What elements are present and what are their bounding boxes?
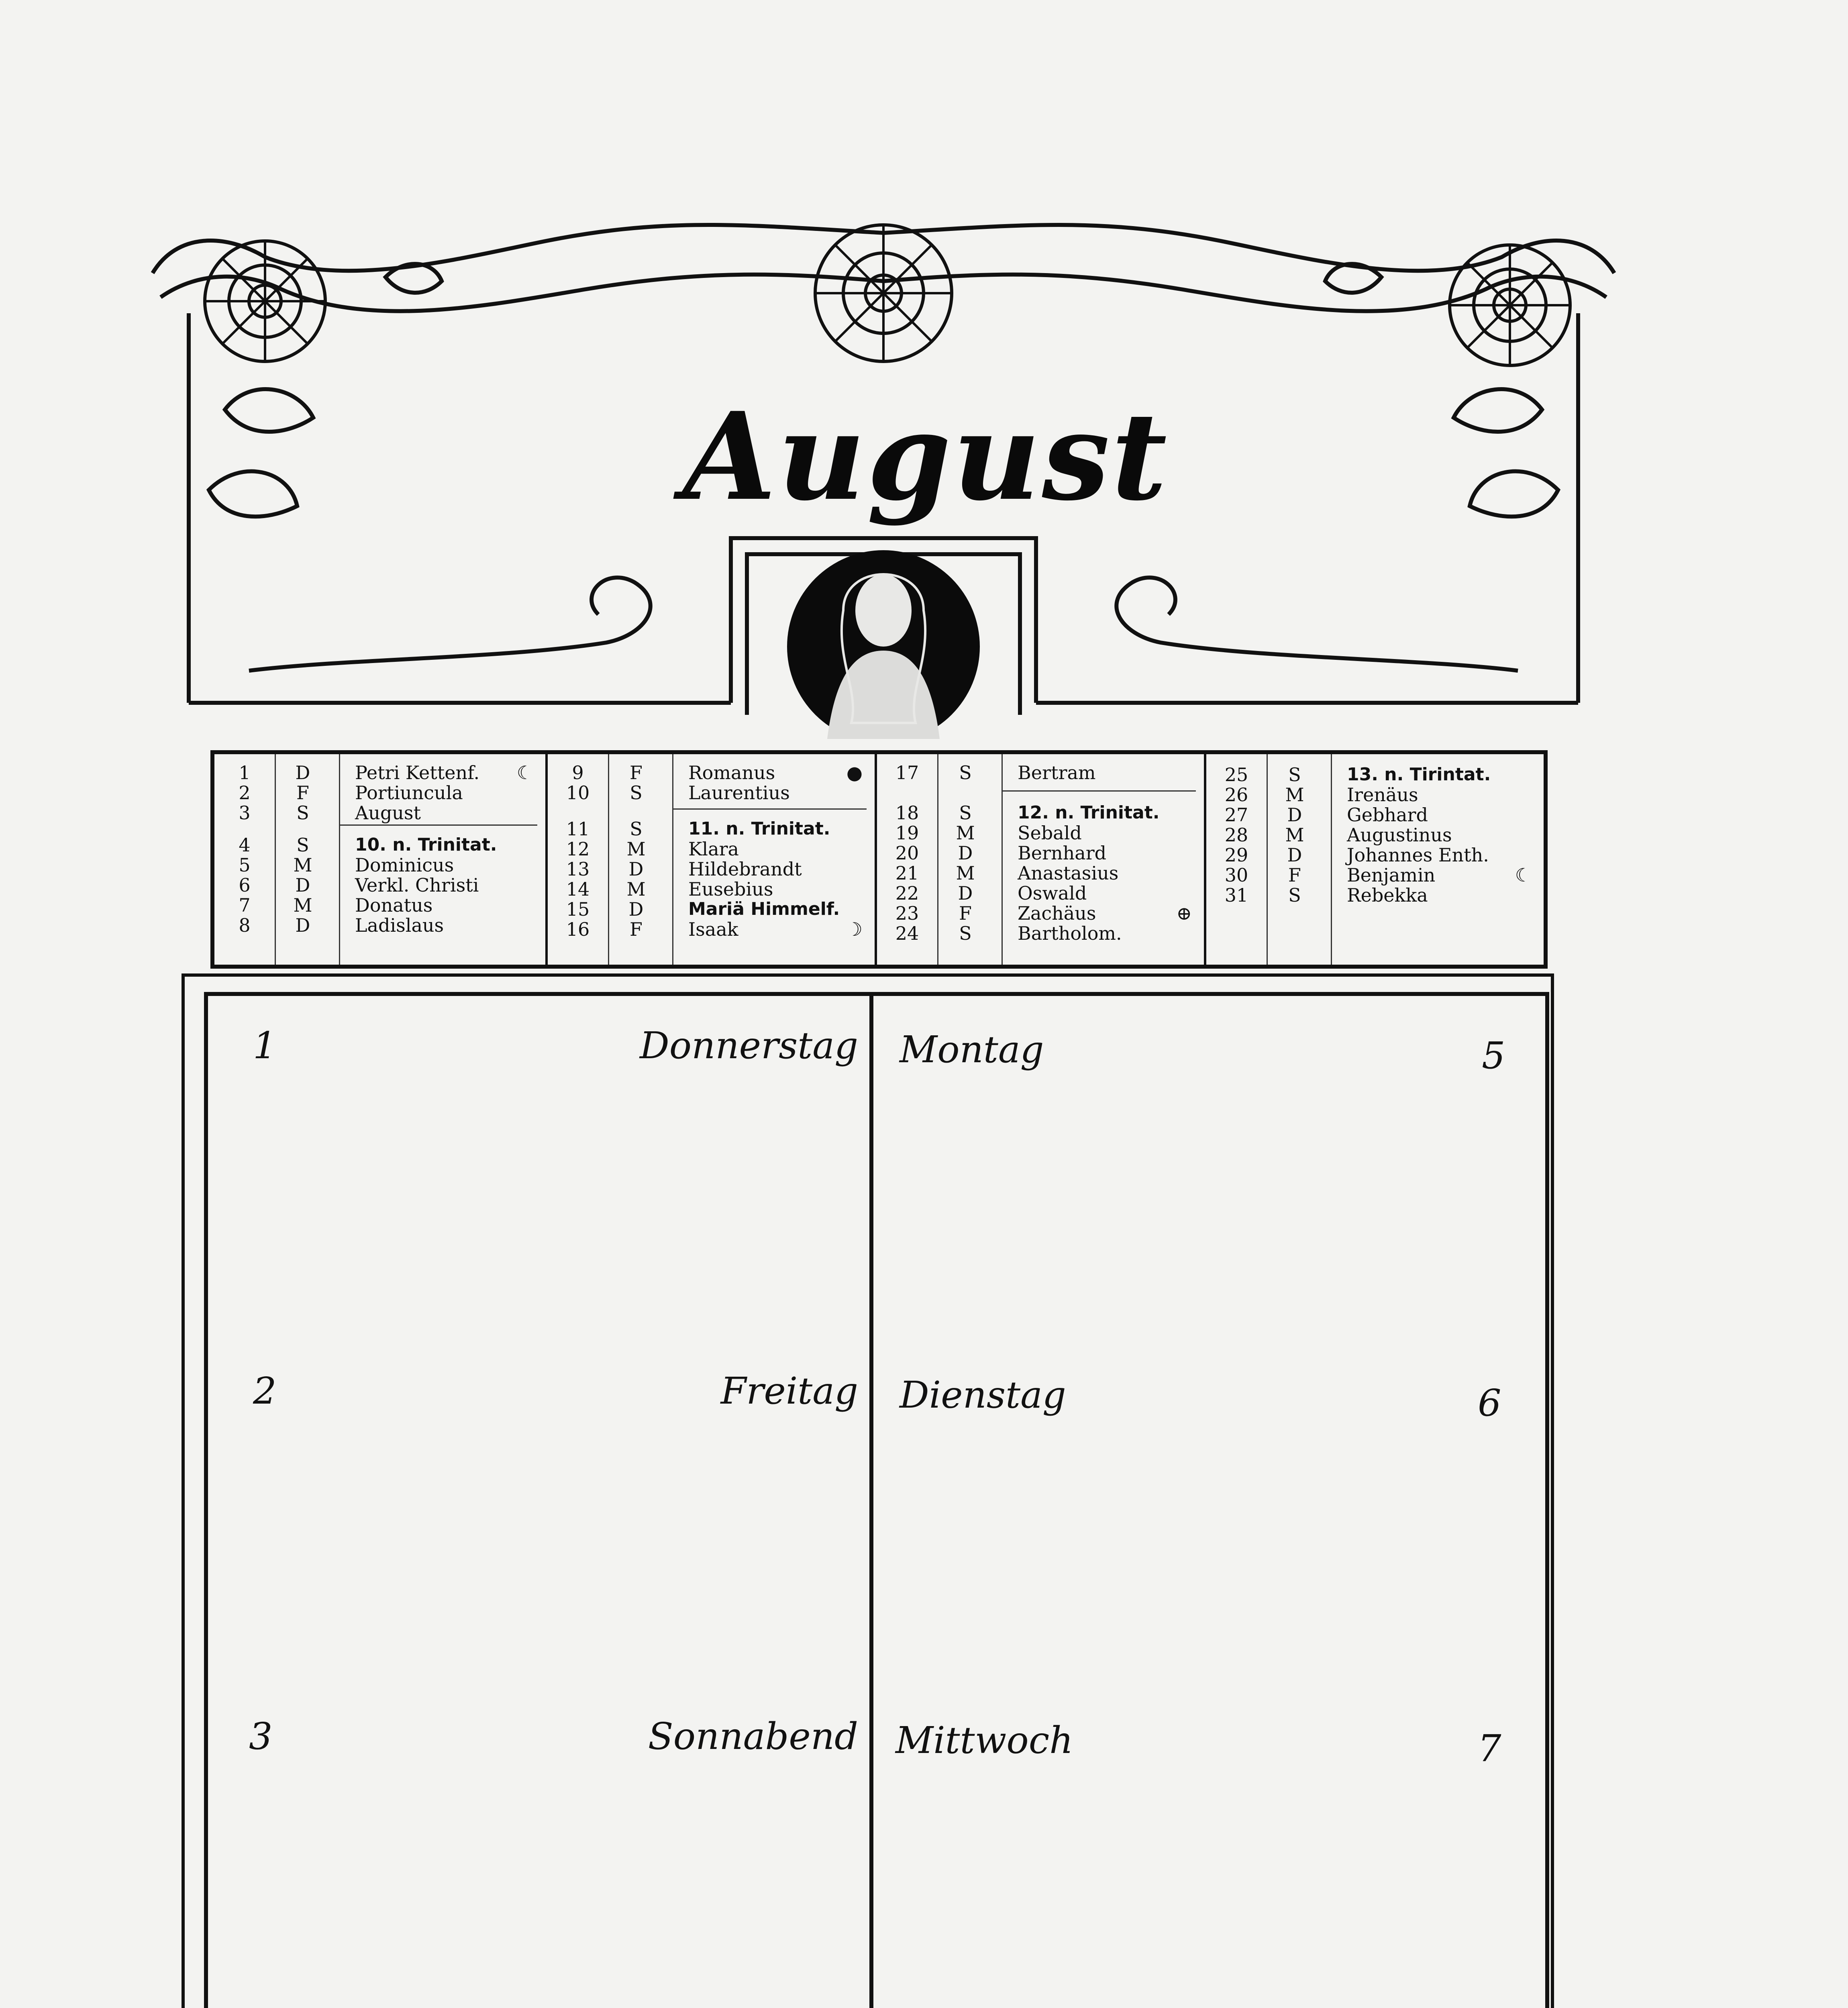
date-number: 5	[239, 854, 251, 876]
name-day-column	[548, 754, 877, 965]
saint-name: Oswald	[1018, 882, 1087, 904]
saint-name: Bernhard	[1018, 842, 1107, 864]
date-number: 8	[239, 914, 251, 936]
weekday-label: Freitag	[720, 1369, 858, 1412]
saint-name: Laurentius	[688, 782, 790, 804]
name-day-row	[877, 843, 1204, 863]
date-number: 15	[566, 898, 590, 920]
saint-name: Zachäus	[1018, 902, 1096, 924]
weekday-label: Mittwoch	[895, 1719, 1073, 1762]
name-day-row	[1206, 865, 1544, 886]
saint-name: Eusebius	[688, 878, 773, 900]
portrait-medallion	[787, 550, 980, 739]
date-number: 13	[566, 858, 590, 880]
date-number: 1	[239, 762, 251, 784]
saint-name: 11. n. Trinitat.	[688, 818, 830, 839]
weekday-initial: M	[626, 838, 646, 860]
saint-name: Klara	[688, 838, 739, 860]
name-day-row	[548, 919, 875, 940]
name-day-row	[214, 762, 545, 783]
weekday-initial: D	[628, 858, 644, 880]
weekday-initial: F	[296, 782, 309, 804]
date-number: 26	[1224, 784, 1248, 806]
day-grid-inner-frame	[204, 992, 1549, 2008]
moon-phase-icon: ☾	[1515, 864, 1532, 886]
weekday-initial: S	[959, 922, 972, 944]
date-number: 7	[239, 894, 251, 916]
name-day-row	[214, 835, 545, 855]
weekday-initial: S	[959, 802, 972, 824]
saint-name: Hildebrandt	[688, 858, 802, 880]
day-number: 6	[1478, 1382, 1501, 1424]
name-day-row	[214, 782, 545, 803]
weekday-label: Donnerstag	[639, 1024, 858, 1067]
date-number: 21	[895, 862, 919, 884]
weekday-initial: S	[1288, 884, 1301, 906]
week-separator	[1002, 790, 1196, 792]
weekday-initial: F	[959, 902, 972, 924]
date-number: 17	[895, 762, 919, 784]
week-separator	[672, 808, 867, 810]
weekday-initial: F	[630, 918, 643, 940]
name-day-row	[1206, 784, 1544, 805]
saint-name: Anastasius	[1018, 862, 1119, 884]
weekday-initial: D	[958, 842, 973, 864]
name-day-row	[548, 818, 875, 839]
name-day-row	[1206, 804, 1544, 825]
saint-name: Sebald	[1018, 822, 1082, 844]
month-title: August	[683, 386, 1169, 527]
date-number: 2	[239, 782, 251, 804]
date-number: 10	[566, 782, 590, 804]
date-number: 11	[566, 818, 590, 840]
saint-name: 10. n. Trinitat.	[355, 835, 497, 855]
moon-phase-icon: ☽	[846, 918, 863, 940]
date-number: 12	[566, 838, 590, 860]
saint-name: August	[355, 802, 421, 824]
saint-name: Isaak	[688, 918, 738, 940]
date-number: 28	[1224, 824, 1248, 846]
saint-name: Verkl. Christi	[355, 874, 479, 896]
date-number: 9	[572, 762, 584, 784]
name-day-column	[214, 754, 548, 965]
weekday-initial: D	[295, 874, 310, 896]
day-number: 3	[249, 1715, 273, 1758]
weekday-initial: D	[295, 762, 310, 784]
name-day-row	[214, 802, 545, 823]
saint-name: Benjamin	[1347, 864, 1436, 886]
name-day-row	[877, 802, 1204, 823]
name-day-column	[1206, 754, 1544, 965]
weekday-initial: S	[630, 818, 643, 840]
saint-name: Gebhard	[1347, 804, 1428, 826]
name-day-row	[877, 903, 1204, 924]
name-day-row	[877, 883, 1204, 904]
weekday-initial: M	[1285, 784, 1304, 806]
date-number: 23	[895, 902, 919, 924]
weekday-initial: S	[296, 834, 309, 856]
date-number: 18	[895, 802, 919, 824]
weekday-initial: D	[295, 914, 310, 936]
weekday-initial: S	[296, 802, 309, 824]
weekday-initial: D	[958, 882, 973, 904]
date-number: 16	[566, 918, 590, 940]
saint-name: Romanus	[688, 762, 775, 784]
saint-name: 13. n. Tirintat.	[1347, 764, 1491, 785]
saint-name: Ladislaus	[355, 914, 444, 936]
saint-name: Mariä Himmelf.	[688, 899, 840, 919]
weekday-initial: S	[959, 762, 972, 784]
name-day-column	[877, 754, 1206, 965]
date-number: 4	[239, 834, 251, 856]
saint-name: Dominicus	[355, 854, 454, 876]
weekday-initial: F	[1288, 864, 1301, 886]
weekday-initial: M	[956, 822, 975, 844]
day-number: 2	[253, 1369, 277, 1412]
name-day-row	[1206, 764, 1544, 785]
weekday-initial: S	[1288, 764, 1301, 786]
saint-name: Portiuncula	[355, 782, 463, 804]
date-number: 31	[1224, 884, 1248, 906]
weekday-label: Sonnabend	[648, 1715, 858, 1758]
weekday-initial: D	[628, 898, 644, 920]
moon-phase-icon: ☾	[516, 762, 533, 784]
weekday-initial: M	[293, 894, 312, 916]
name-day-row	[548, 839, 875, 859]
day-number: 7	[1478, 1727, 1501, 1770]
name-day-row	[548, 879, 875, 900]
date-number: 29	[1224, 844, 1248, 866]
name-day-row	[877, 822, 1204, 843]
name-day-row	[1206, 885, 1544, 906]
weekday-initial: M	[293, 854, 312, 876]
saint-name: Petri Kettenf.	[355, 762, 480, 784]
name-day-row	[214, 855, 545, 875]
weekday-label: Dienstag	[900, 1373, 1066, 1416]
weekday-initial: D	[1287, 844, 1302, 866]
saint-name: Bertram	[1018, 762, 1096, 784]
weekday-initial: F	[630, 762, 643, 784]
date-number: 3	[239, 802, 251, 824]
weekday-initial: M	[1285, 824, 1304, 846]
weekday-initial: S	[630, 782, 643, 804]
week-separator	[339, 824, 537, 826]
saint-name: 12. n. Trinitat.	[1018, 802, 1160, 823]
date-number: 19	[895, 822, 919, 844]
date-number: 25	[1224, 764, 1248, 786]
date-number: 27	[1224, 804, 1248, 826]
saint-name: Johannes Enth.	[1347, 844, 1489, 866]
date-number: 14	[566, 878, 590, 900]
date-number: 24	[895, 922, 919, 944]
name-day-row	[877, 923, 1204, 944]
name-day-row	[1206, 824, 1544, 845]
day-number: 5	[1482, 1034, 1505, 1077]
day-number: 1	[253, 1024, 277, 1067]
weekday-initial: D	[1287, 804, 1302, 826]
name-day-row	[877, 762, 1204, 783]
saint-name: Rebekka	[1347, 884, 1428, 906]
moon-phase-icon: ●	[846, 762, 863, 784]
saint-name: Augustinus	[1347, 824, 1452, 846]
date-number: 30	[1224, 864, 1248, 886]
saint-name: Bartholom.	[1018, 922, 1122, 944]
name-day-row	[548, 762, 875, 783]
weekday-initial: M	[956, 862, 975, 884]
weekday-initial: M	[626, 878, 646, 900]
name-day-row	[548, 859, 875, 880]
name-day-table	[210, 750, 1548, 969]
saint-name: Irenäus	[1347, 784, 1418, 806]
name-day-row	[1206, 845, 1544, 865]
day-grid-center-divider	[869, 992, 873, 2008]
name-day-row	[877, 863, 1204, 884]
name-day-row	[548, 782, 875, 803]
date-number: 6	[239, 874, 251, 896]
moon-phase-icon: ⊕	[1176, 902, 1192, 924]
date-number: 20	[895, 842, 919, 864]
name-day-row	[214, 875, 545, 896]
name-day-row	[548, 899, 875, 920]
weekday-label: Montag	[900, 1028, 1044, 1071]
name-day-row	[214, 895, 545, 916]
date-number: 22	[895, 882, 919, 904]
name-day-row	[214, 915, 545, 936]
saint-name: Donatus	[355, 894, 433, 916]
